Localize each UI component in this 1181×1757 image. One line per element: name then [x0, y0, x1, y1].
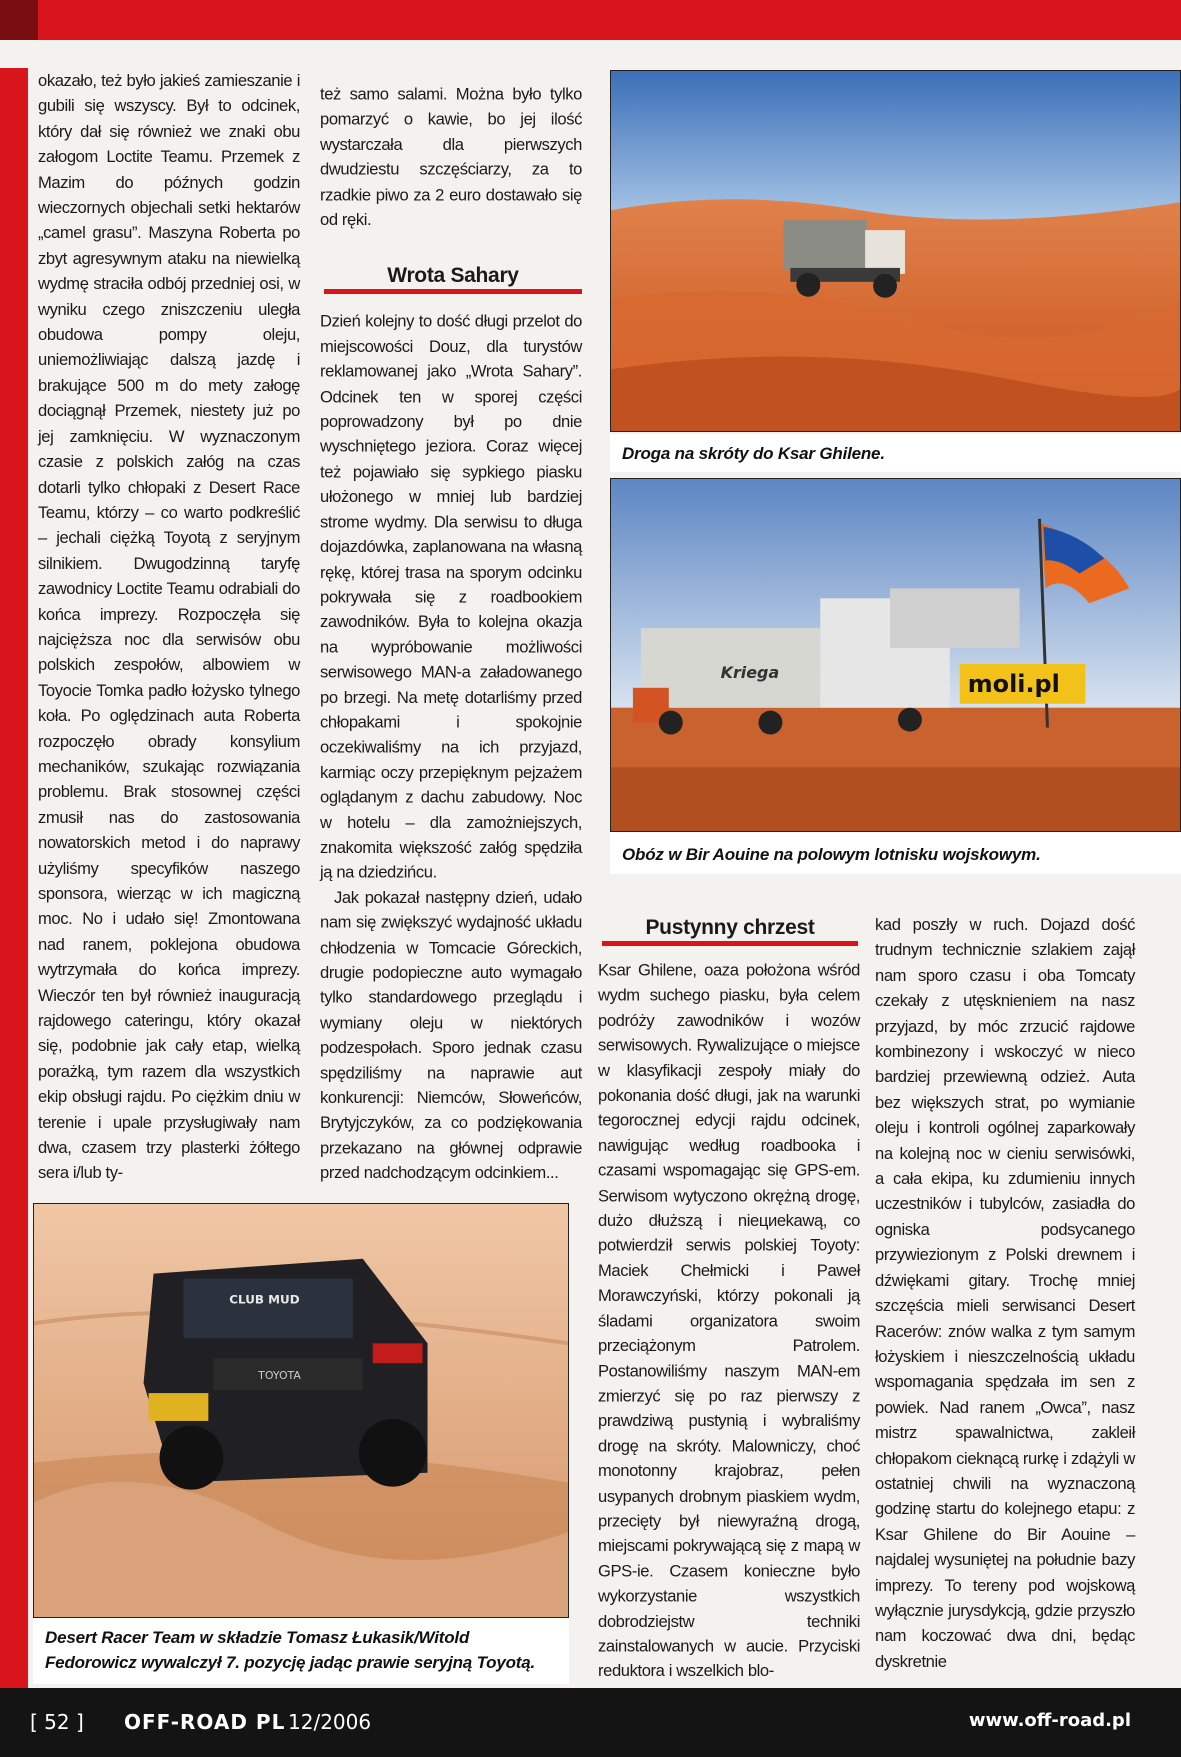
column-2-paragraph-1: Dzień kolejny to dość długi przelot do miejscowości Douz, dla turystów reklamowanej jako „Wrota Sahary”. Odcinek ten w sporej części poprowadzony był po dnie wyschniętego jeziora. Coraz więcej też pojawiało się sypkiego piasku ułożonego w mniej lub bardziej strome wydmy. Dla serwisu to długa dojazdówka, zaplanowana na własną rękę, której trasa na sporym odcinku pokrywała się z roadbookiem zawodników. Była to kolejna okazja na wypróbowanie możliwości serwisowego MAN-a załadowanego po brzegi. Na metę dotarliśmy przed chłopakami i spokojnie oczekiwaliśmy na ich przyjazd, karmiąc oczy przepięknym pejzażem oglądanym z dachu zabudowy. Noc w hotelu – dla zamożniejszych, znakomita większość załóg spędziła ją na dziedzińcu.	[320, 312, 582, 882]
truck-label-kriega: Kriega	[720, 662, 780, 682]
article-column-2	[320, 82, 582, 1186]
issue-number: 12/2006	[288, 1710, 372, 1734]
photo-toyota-rally	[33, 1203, 569, 1618]
column-2-intro: też samo salami. Można było tylko pomarzyć o kawie, bo jej ilość wystarczała dla pierwszych dwudziestu szczęściarzy, za to rzadkie piwo za 2 euro dostawało się od ręki.	[320, 84, 582, 229]
website-url: www.off-road.pl	[968, 1710, 1131, 1731]
section-heading-wrota-sahary	[324, 264, 582, 294]
article-column-1	[38, 68, 300, 1186]
grille-toyota: TOYOTA	[258, 1369, 301, 1383]
heading-rule	[324, 289, 582, 294]
column-4-text: kad poszły w ruch. Dojazd dość trudnym technicznie szlakiem zajął nam sporo czasu i oba Tomcaty czekały z utęsknieniem na nasz przyjazd, by móc zrzucić rajdowe kombinezony i wskoczyć w nieco bardziej przewiewną odzież. Auta bez większych strat, po wymianie oleju i kontroli ogólnej zaparkowały na kolejną noc w cieniu serwisówki, a cała ekipa, ku zdumieniu innych uczestników i tubylców, zasiadła do ogniska podsycanego przywiezionym z Polski drewnem i dźwiękami gitary. Trochę mniej szczęścia mieli serwisanci Desert Racerów: znów walka z tym samym łożyskiem i nieszczelnością układu wspomagania spędzała im sen z powiek. Nad ranem „Owca”, nasz mistrz spawalnictwa, zakleił chłopakom cieknącą rurkę i zdążyli w ostatniej chwili na wyznaczoną godzinę startu do kolejnego etapu: z Ksar Ghilene do Bir Aouine – najdalej wysuniętej na południe bazy imprezy. To tereny pod wojskową wyłącznie jurysdykcją, gdzie przyszło nam koczować dwa dni, będąc dyskretnie	[875, 915, 1135, 1671]
heading-rule	[602, 941, 858, 946]
column-3-text: Ksar Ghilene, oaza położona wśród wydm suchego piasku, była celem podróży zawodników i wozów serwisowych. Rywalizujące o miejsce w klasyfikacji zespoły miały do pokonania dość długi, jak na warunki tegorocznej edycji rajdu odcinek, nawigując według roadbooka i czasami wspomagając się GPS-em. Serwisom wytyczono okrężną drogę, dużo dłuższą i niециekawą, co potwierdził serwis polskiej Toyoty: Maciek Chełmicki i Paweł Morawczyński, którzy pokonali ją śladami organizatora swoim przeciążonym Patrolem. Postanowiliśmy naszym MAN-em zmierzyć się po raz pierwszy z prawdziwą pustynią i wybraliśmy drogę na skróty. Malowniczy, choć monotonny krajobraz, pełen usypanych drobnym piaskiem wydm, przecięty był niewyraźną drogą, miejscami pokrywającą się z mapą w GPS-ie. Czasem konieczne było wykorzystanie wszystkich dobrodziejstw techniki zainstalowanych w aucie. Przyciski reduktora i wszelkich blo-	[598, 960, 860, 1681]
column-2-paragraph-2: Jak pokazał następny dzień, udało nam się zwiększyć wydajność układu chłodzenia w Tomcacie Góreckich, drugie podopieczne auto wymagało tylko standardowego przeglądu i wymiany oleju w niektórych podzespołach. Sporo jednak czasu spędziliśmy na naprawie aut konkurencji: Niemców, Słoweńców, Brytyjczyków, za co podziękowania przekazano na głównej odprawie przed nadchodzącym odcinkiem...	[320, 888, 582, 1183]
heading-text: Wrota Sahary	[387, 264, 519, 287]
photo-desert-camp	[610, 478, 1181, 832]
page-footer	[0, 1688, 1181, 1757]
column-1-text: okazało, też było jakieś zamieszanie i gubili się wszyscy. Był to odcinek, który dał się również we znaki obu załogom Loctite Teamu. Przemek z Mazim do późnych godzin wieczornych objechali setki hektarów „camel grasu”. Maszyna Roberta po zbyt agresywnym ataku na niewielką wydmę straciła odbój przedniej osi, w wyniku czego zniszczeniu uległa obudowa pompy oleju, uniemożliwiając dalszą jazdę i brakujące 500 m do mety załogę dociągnął Przemek, niestety już po jej zamknięciu. W wyznaczonym czasie z polskich załóg na czas dotarli tylko chłopaki z Desert Race Teamu, którzy – co warto podkreślić – jechali ciężką Toyotą z seryjnym silnikiem. Dwugodzinną taryfę zawodnicy Loctite Teamu odrabiali do końca imprezy. Rozpoczęła się najcięższa noc dla serwisów obu polskich zespołów, albowiem w Toyocie Tomka padło łożysko tylnego koła. Po oględzinach auta Roberta rozpoczęło obrady konsylium mechaników, szukając rozwiązania problemu. Brak stosownej części zmusił nas do zastosowania nowatorskich metod i do naprawy użyliśmy specyfików naszego sponsora, wierząc w ich magiczną moc. No i udało się! Zmontowana nad ranem, poklejona obudowa wytrzymała do końca imprezy. Wieczór ten był również inauguracją rajdowego cateringu, który okazał się, podobnie jak cały etap, wielką porażką, tym razem dla wszystkich ekip obsługi rajdu. Po ciężkim dniu w terenie i upale przysługiwały nam dwa, czasem trzy plasterki żółtego sera i/lub ty-	[38, 71, 300, 1183]
caption-photo-2: Obóz w Bir Aouine na polowym lotnisku wojskowym.	[610, 832, 1181, 874]
heading-text: Pustynny chrzest	[645, 916, 815, 939]
article-column-3	[598, 958, 860, 1684]
magazine-name: OFF-ROAD PL	[124, 1710, 286, 1734]
article-column-4	[875, 912, 1135, 1674]
caption-photo-3: Desert Racer Team w składzie Tomasz Łukasik/Witold Fedorowicz wywalczył 7. pozycję jadąc prawie seryjną Toyotą.	[33, 1618, 569, 1684]
page-number: [ 52 ]	[30, 1710, 84, 1734]
photo-truck-dunes	[610, 70, 1181, 432]
top-red-bar	[0, 0, 1181, 40]
section-heading-pustynny-chrzest	[602, 916, 858, 946]
left-red-bar	[0, 68, 28, 1688]
caption-photo-1: Droga na skróty do Ksar Ghilene.	[610, 434, 1181, 472]
windshield-club-mud: CLUB MUD	[229, 1292, 300, 1307]
top-bar-corner	[0, 0, 38, 40]
banner-moli: moli.pl	[967, 669, 1060, 698]
